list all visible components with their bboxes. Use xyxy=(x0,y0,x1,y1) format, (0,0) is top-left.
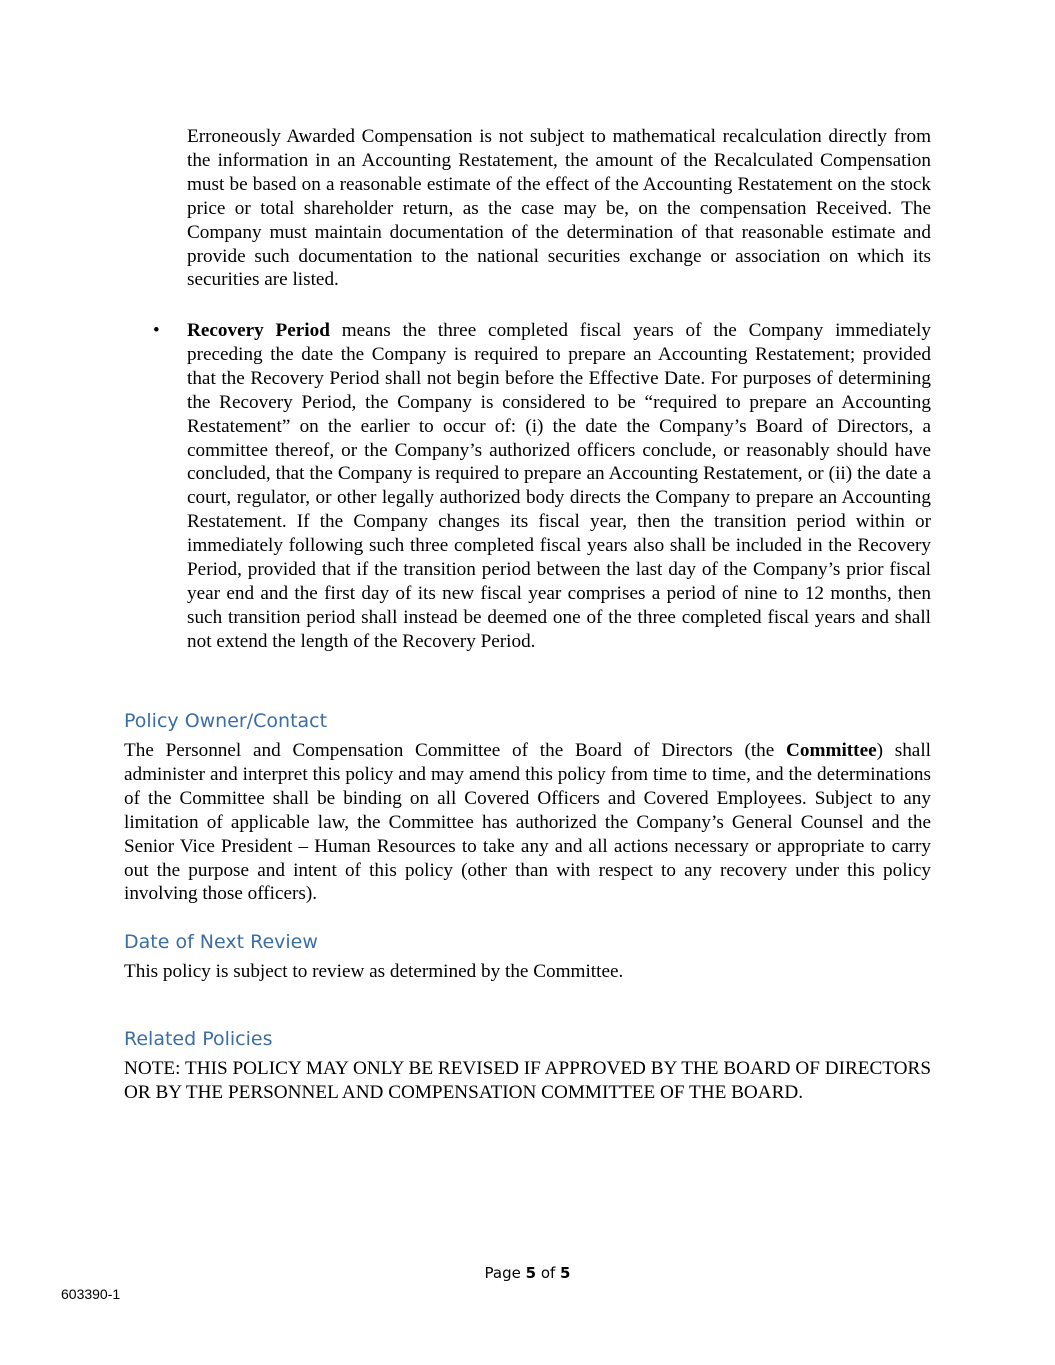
page-number-of: of xyxy=(536,1264,561,1282)
committee-term: Committee xyxy=(786,740,877,761)
related-policies-paragraph: NOTE: THIS POLICY MAY ONLY BE REVISED IF APPROVED BY THE BOARD OF DIRECTORS OR BY THE PERSONNEL AND COMPENSATION COMMITTEE OF THE BOARD. xyxy=(124,1058,931,1103)
policy-owner-text-after: ) shall administer and interpret this policy and may amend this policy from time to time, and the determinations of the Committee shall be binding on all Covered Officers and Covered Employees. Subject to any limitation of applicable law, the Committee has authorized the Company’s General Counsel and the Senior Vice President – Human Resources to take any and all actions necessary or appropriate to carry out the purpose and intent of this policy (other than with respect to any recovery under this policy involving those officers). xyxy=(124,740,931,905)
bullet-marker: • xyxy=(153,320,160,341)
document-id: 603390-1 xyxy=(61,1286,121,1302)
next-review-paragraph: This policy is subject to review as determined by the Committee. xyxy=(124,961,624,982)
recovery-period-text: means the three completed fiscal years of the Company immediately preceding the date the Company is required to prepare an Accounting Restatement; provided that the Recovery Period shall not begin before the Effective Date. For purposes of determining the Recovery Period, the Company is considered to be “required to prepare an Accounting Restatement” on the earlier to occur of: (i) the date the Company’s Board of Directors, a committee thereof, or the Company’s authorized officers conclude, or reasonably should have concluded, that the Company is required to prepare an Accounting Restatement, or (ii) the date a court, regulator, or other legally authorized body directs the Company to prepare an Accounting Restatement. If the Company changes its fiscal year, then the transition period within or immediately following such three completed fiscal years also shall be included in the Recovery Period, provided that if the transition period between the last day of the Company’s prior fiscal year end and the first day of its new fiscal year comprises a period of nine to 12 months, then such transition period shall instead be deemed one of the three completed fiscal years and shall not extend the length of the Recovery Period. xyxy=(187,320,931,652)
page-number-total: 5 xyxy=(560,1264,571,1282)
policy-owner-text-before: The Personnel and Compensation Committee of the Board of Directors (the xyxy=(124,740,787,761)
policy-owner-heading: Policy Owner/Contact xyxy=(124,710,328,732)
next-review-heading: Date of Next Review xyxy=(124,931,318,953)
page-number-prefix: Page xyxy=(484,1264,526,1282)
continuation-paragraph: Erroneously Awarded Compensation is not subject to mathematical recalculation directly from the information in an Accounting Restatement, the amount of the Recalculated Compensation must be based on a reasonable estimate of the effect of the Accounting Restatement on the stock price or total shareholder return, as the case may be, on the compensation Received. The Company must maintain documentation of the determination of that reasonable estimate and provide such documentation to the national securities exchange or association on which its securities are listed. xyxy=(187,126,931,291)
related-policies-heading: Related Policies xyxy=(124,1028,273,1050)
policy-owner-paragraph xyxy=(124,739,931,906)
page-number-current: 5 xyxy=(525,1264,537,1282)
recovery-period-definition xyxy=(187,319,931,654)
recovery-period-term: Recovery Period xyxy=(187,320,330,341)
page-number xyxy=(0,1263,1055,1283)
